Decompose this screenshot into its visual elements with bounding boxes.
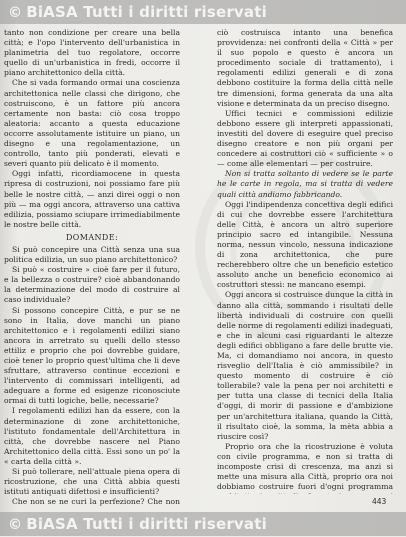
watermark-text-top: BiASA Tutti i diritti riservati [26,3,267,21]
right-paragraph: Oggi l'indipendenza concettiva degli edifici di cui che dovrebbe essere l'architettura delle Città, è ancora un altro superiore principio sacro ed intangibile. Nessuna norma, nessun vincolo, nessuna indicazione di zona architettonica, che pure recherebbero oltre che un beneficio estetico assoluto anche un beneficio economico ai costruttori stessi: ne mancano esempi. [217,199,393,290]
section-heading: DOMANDE: [65,232,119,242]
right-column [217,28,393,494]
right-paragraph: Non si tratta soltanto di vedere se le parte he le carte in regola, ma si tratta di vedere quali città andiamo fabbricando. [217,169,393,199]
right-paragraph: Oggi ancora si costruisce dunque la città in danno alla città, sommando i risultati delle libertà individuali di costruire con quelli delle norme di regolamenti edilizi inadeguati, e che in alcuni casi riguardanti le altezze degli edifici obbligano a fare delle brutte vie. Ma, ci domandiamo noi ancora, in questo risveglio dell'Italia è ciò ammissibile? in questo momento di costruire è ciò tollerabile? vale la pena per noi architetti e per tutta una classe di tecnici della Italia d'oggi, di morir di passione e d'ambizione per un'architettura italiana, quando la Città, il risultato cioè, la somma, la mèta abbia a riuscire così? [217,290,393,441]
left-column [4,28,180,506]
watermark-banner-bottom [0,512,406,536]
left-paragraph: Si può concepire una Città senza una sua politica edilizia, un suo piano architettonico? [4,244,180,265]
left-paragraph: Si può « costruire » cioè fare per il futuro, e la bellezza o costruire? cioè abbandonando la determinazione del modo di costruire al caso individuale? [4,265,180,305]
copyright-icon: © [8,517,23,533]
watermark-text-bottom: BiASA Tutti i diritti riservati [26,515,267,533]
right-paragraph: ciò costruisca intanto una benefica provvidenza: nei confronti della « Città » per il suo popolo e questo è ancora un procedimento sociale di trattamento), i regolamenti edilizi generali e di zona debbono costituire la forma della città nelle tre dimensioni, forma generata da una alta visione e determinata da un preciso disegno. [217,28,393,108]
left-paragraph: Si possono concepire Città, e pur se ne sono in Italia, dove manchi un piano architettonico e i regolamenti edilizi siano ancora in arretrato su quelli dello stesso ettiliz e proprio che poi dovrebbe guidare, cioè tener lo proprio quest'ultima che li deve sfruttare, attraverso continue eccezioni e l'intervento di commissari intelligenti, ad adeguare a forme ed esigenze riconosciute ormai di tutti logiche, belle, necessarie? [4,305,180,406]
left-paragraph: I regolamenti edilizi han da essere, con la determinazione di zone architettoniche, l'istituto fondamentale dell'Architettura in città, che dovrebbe nascere nel Piano Architettonico della città. Essi sono un po' la « carta della città ». [4,406,180,466]
left-paragraph: Che si vada formando ormai una coscienza architettonica nelle classi che dirigono, che costruiscono, è un fattore più ancora certamente non basta: ciò cosa troppo aleatoria: accanto a questa educazione occorre assolutamente istituire un piano, un disegno e una regolamentazione, un controllo, tanto più ponderati, elevati e severi quanto più delicato è il momento. [4,78,180,169]
left-paragraph: Che non se ne curi la perfezione? Che non [12,497,180,506]
left-paragraph: Oggi infatti, ricordiamocene in questa ripresa di costruzioni, noi possiamo fare più belle le nostre città, — anzi direi oggi o non più — ma oggi ancora, attraverso una cattiva edilizia, possiamo sciupare irrimediabilmente le nostre belle città. [4,169,180,229]
left-paragraph: Si può tollerare, nell'attuale piena opera di ricostruzione, che una Città abbia questi istituti antiquati difettosi e insufficienti? [4,467,180,497]
right-paragraph: Proprio ora che la ricostruzione è voluta con civile programma, e non si tratta di incomposte crisi di crescenza, ma anzi si mette una misura alla Città, proprio ora noi dobbiamo costruire fuori d'ogni programma [217,441,393,492]
copyright-icon: © [8,5,23,21]
left-paragraph: tanto non condizione per creare una bella città; e l'opo l'intervento dell'urbanistica in planimetria del tuo regolatore, occorre quello di un'urbanistica in fredi, occorre il piano architettonico della città. [4,28,180,78]
watermark-banner-top [0,0,406,24]
page-number: 443 [372,497,387,506]
right-paragraph: Uffici tecnici e commissioni edilizie debbono essere gli interpreti appassionati, investiti del dovere di eseguire quel preciso disegno creatore e non più organi per concedere ai costruttori ciò « sufficiente » o — come alle elementari — per costruire. [217,108,393,169]
